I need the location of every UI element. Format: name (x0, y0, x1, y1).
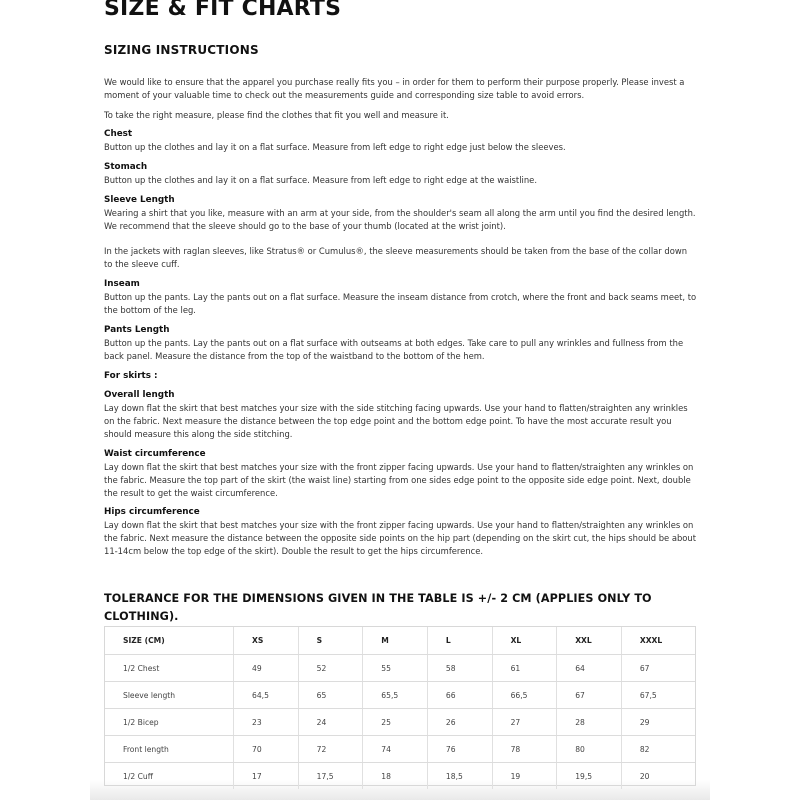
table-cell: 52 (298, 655, 363, 682)
tolerance-heading: TOLERANCE FOR THE DIMENSIONS GIVEN IN THE TABLE IS +/- 2 CM (APPLIES ONLY TO CLOTHING). (104, 592, 652, 623)
table-cell: 65,5 (363, 682, 428, 709)
table-cell: 25 (363, 709, 428, 736)
overall-length-text: Lay down flat the skirt that best matches your size with the side stitching facing upwards. Use your hand to flatten/straighten any wrinkles on the fabric. Next measure the distance between the top edge point and the bottom edge point. To have the most accurate result you should measure this along the side stitching. (104, 403, 688, 439)
table-cell: 76 (427, 736, 492, 763)
table-row (105, 736, 695, 763)
chest-heading: Chest (104, 129, 133, 139)
table-cell: 1/2 Chest (105, 655, 234, 682)
waist-circumference-heading: Waist circumference (104, 449, 206, 459)
table-row (105, 655, 695, 682)
size-table (104, 626, 696, 786)
table-cell: 20 (639, 771, 650, 781)
table-cell: 19 (492, 763, 557, 790)
table-cell: 61 (492, 655, 557, 682)
table-cell: 58 (427, 655, 492, 682)
table-cell: 65 (298, 682, 363, 709)
table-row (105, 763, 695, 790)
sleeve-length-section (104, 194, 698, 271)
table-header-cell: SIZE (CM) (105, 627, 234, 655)
intro-paragraph (104, 76, 698, 102)
stomach-text: Button up the clothes and lay it on a flat surface. Measure from left edge to right edge at the waistline. (104, 175, 537, 185)
table-cell: 27 (492, 709, 557, 736)
table-cell: 24 (298, 709, 363, 736)
overall-length-section (104, 389, 698, 441)
table-header-cell: XL (492, 627, 557, 655)
pants-length-heading: Pants Length (104, 325, 170, 335)
chest-text: Button up the clothes and lay it on a flat surface. Measure from left edge to right edge just below the sleeves. (104, 142, 566, 152)
table-cell: 67,5 (621, 682, 695, 709)
table-cell: 26 (427, 709, 492, 736)
sleeve-length-text: Wearing a shirt that you like, measure with an arm at your side, from the shoulder's seam all along the arm until you find the desired length. We recommend that the sleeve should go to the base of your thumb (located at the wrist joint). (104, 208, 696, 231)
chest-section (104, 128, 698, 154)
table-cell: 18,5 (427, 763, 492, 790)
sleeve-length-heading: Sleeve Length (104, 195, 175, 205)
intro-text: We would like to ensure that the apparel you purchase really fits you – in order for them to perform their purpose properly. Please invest a moment of your valuable time to check out the measurements guide and corresponding size table to avoid errors. (104, 77, 685, 100)
table-header-cell: M (363, 627, 428, 655)
table-header-cell: L (427, 627, 492, 655)
table-cell: 17 (234, 763, 299, 790)
table-cell: 29 (621, 709, 695, 736)
table-row (105, 682, 695, 709)
table-cell: 64,5 (234, 682, 299, 709)
table-cell: Front length (105, 736, 234, 763)
overall-length-heading: Overall length (104, 390, 175, 400)
hips-circumference-text: Lay down flat the skirt that best matches your size with the front zipper facing upwards. Use your hand to flatten/straighten any wrinkles on the fabric. Next measure the distance between the opposite side points on the hip part (depending on the skirt cut, the hips should be about 11-14cm below the top edge of the skirt). Double the result to get the hips circumference. (104, 520, 697, 556)
hips-circumference-heading: Hips circumference (104, 507, 200, 517)
stomach-section (104, 161, 698, 187)
pants-length-section (104, 324, 698, 363)
table-cell: 18 (363, 763, 428, 790)
for-skirts-section (104, 370, 698, 383)
table-cell: 55 (363, 655, 428, 682)
table-header-cell: S (298, 627, 363, 655)
table-cell: 74 (363, 736, 428, 763)
waist-circumference-text: Lay down flat the skirt that best matches your size with the front zipper facing upwards. Use your hand to flatten/straighten any wrinkles on the fabric. Measure the top part of the skirt (the waist line) starting from one sides edge point to the opposite side edge point. Next, double the result to get the waist circumference. (104, 462, 694, 498)
table-cell: 1/2 Cuff (105, 763, 234, 790)
table-cell: 82 (621, 736, 695, 763)
page-title: SIZE & FIT CHARTS (104, 0, 342, 21)
table-cell: 17,5 (298, 763, 363, 790)
table-header-cell: XXXL (621, 627, 695, 655)
table-cell: 67 (557, 682, 622, 709)
table-cell: Sleeve length (105, 682, 234, 709)
table-cell: 66,5 (492, 682, 557, 709)
table-cell: 28 (557, 709, 622, 736)
table-cell: 66 (427, 682, 492, 709)
for-skirts-heading: For skirts : (104, 371, 158, 381)
stomach-heading: Stomach (104, 162, 148, 172)
inseam-text: Button up the pants. Lay the pants out on a flat surface. Measure the inseam distance from crotch, where the front and back seams meet, to the bottom of the leg. (104, 292, 697, 315)
inseam-section (104, 278, 698, 317)
table-cell: 70 (234, 736, 299, 763)
intro-paragraph-2 (104, 109, 698, 122)
pants-length-text: Button up the pants. Lay the pants out on a flat surface with outseams at both edges. Take care to pull any wrinkles and fullness from the back panel. Measure the distance from the top of the waistband to the bottom of the hem. (104, 338, 684, 361)
section-title: SIZING INSTRUCTIONS (104, 43, 259, 57)
table-header-row (105, 627, 695, 655)
table-header-cell: XS (234, 627, 299, 655)
table-header-cell: XXL (557, 627, 622, 655)
table-row (105, 709, 695, 736)
table-cell: 1/2 Bicep (105, 709, 234, 736)
table-cell: 67 (621, 655, 695, 682)
sleeve-length-text-2: In the jackets with raglan sleeves, like Stratus® or Cumulus®, the sleeve measurements should be taken from the base of the collar down to the sleeve cuff. (104, 246, 688, 269)
table-cell: 49 (234, 655, 299, 682)
waist-circumference-section (104, 448, 698, 500)
inseam-heading: Inseam (104, 279, 140, 289)
intro-text-2: To take the right measure, please find the clothes that fit you well and measure it. (104, 110, 449, 120)
table-cell: 80 (557, 736, 622, 763)
table-cell: 78 (492, 736, 557, 763)
table-cell: 72 (298, 736, 363, 763)
hips-circumference-section (104, 506, 698, 558)
table-cell: 19,5 (557, 763, 622, 790)
table-cell: 64 (557, 655, 622, 682)
size-table-grid (105, 627, 695, 789)
table-cell: 23 (234, 709, 299, 736)
